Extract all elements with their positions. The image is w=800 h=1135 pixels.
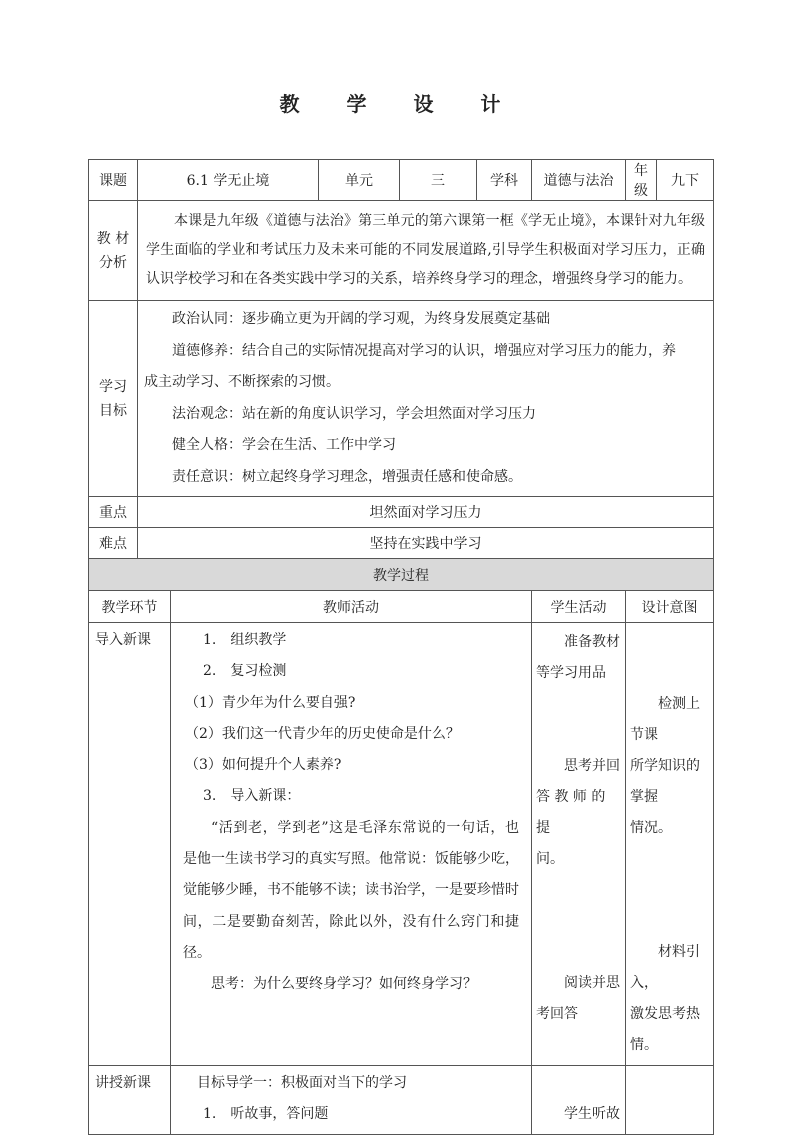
design-intent-intro	[626, 623, 714, 1066]
segment-lecture	[89, 1066, 171, 1135]
goal-political: 政治认同：逐步确立更为开阔的学习观，为终身发展奠定基础	[172, 311, 550, 327]
teacher-question-2: （2）我们这一代青少年的历史使命是什么？	[185, 725, 460, 742]
student-line	[536, 689, 621, 720]
analysis-label-line1: 教 材	[96, 230, 130, 247]
subject-value: 道德与法治	[532, 160, 626, 201]
teacher-step-3: 3. 导入新课：	[203, 788, 301, 805]
process-title-row	[89, 559, 714, 591]
difficulty-label: 难点	[89, 528, 138, 559]
grade-label: 年级	[626, 160, 657, 201]
goal-law: 法治观念：站在新的角度认识学习，学会坦然面对学习压力	[172, 405, 536, 422]
topic-label: 课题	[89, 160, 138, 201]
unit-value: 三	[400, 160, 477, 201]
design-intent-lecture	[626, 1066, 714, 1135]
student-line	[536, 906, 621, 937]
key-point-label: 重点	[89, 497, 138, 528]
teacher-activity-intro	[171, 623, 532, 1066]
teacher-question-1: （1）青少年为什么要自强?	[185, 694, 356, 711]
goal-moral-cont: 成主动学习、不断探索的习惯。	[144, 374, 340, 390]
goals-label-line1: 学习	[99, 378, 127, 395]
subject-label: 学科	[477, 160, 532, 201]
segment-intro	[89, 623, 171, 1066]
student-line: 思考并回	[564, 758, 620, 774]
col-header-teacher: 教师活动	[171, 591, 532, 623]
grade-value: 九下	[657, 160, 714, 201]
design-line	[630, 844, 709, 875]
student-line: 阅读并思	[564, 975, 620, 991]
student-line	[536, 875, 621, 906]
student-line: 等学习用品	[536, 665, 606, 681]
teacher-lecture-step-1: 1. 听故事，答问题	[203, 1106, 329, 1123]
process-title: 教学过程	[89, 559, 714, 591]
process-header-row	[89, 591, 714, 623]
student-line: 准备教材	[564, 634, 620, 650]
goal-personality: 健全人格：学会在生活、工作中学习	[172, 437, 396, 453]
design-line	[630, 627, 709, 658]
goals-label	[89, 301, 138, 497]
key-point-text: 坦然面对学习压力	[138, 497, 714, 528]
topic-value: 6.1 学无止境	[138, 160, 319, 201]
student-line	[536, 937, 621, 968]
lesson-plan-table	[88, 159, 714, 1135]
teacher-think-question: 思考：为什么要终身学习？如何终身学习？	[211, 976, 477, 993]
teacher-activity-lecture	[171, 1066, 532, 1135]
design-line	[630, 875, 709, 906]
design-line: 所学知识的掌握	[630, 758, 700, 805]
student-line	[536, 1068, 621, 1099]
student-line: 问。	[536, 851, 564, 867]
difficulty-text: 坚持在实践中学习	[138, 528, 714, 559]
student-line: 答 教 师 的 提	[536, 789, 606, 836]
design-line: 激发思考热情。	[630, 1006, 700, 1053]
design-line	[630, 658, 709, 689]
goals-label-line2: 目标	[99, 402, 127, 419]
goals-list	[138, 301, 714, 497]
teacher-goal-1: 目标导学一：积极面对当下的学习	[197, 1075, 407, 1091]
analysis-label-line2: 分析	[99, 254, 127, 271]
segment-lecture-label: 讲授新课	[95, 1075, 151, 1091]
key-point-row	[89, 497, 714, 528]
goal-moral: 道德修养：结合自己的实际情况提高对学习的认识，增强应对学习压力的能力，养	[172, 342, 676, 359]
analysis-row	[89, 201, 714, 301]
student-activity-intro	[532, 623, 626, 1066]
col-header-student: 学生活动	[532, 591, 626, 623]
design-line	[630, 906, 709, 937]
segment-intro-label: 导入新课	[95, 632, 151, 648]
design-line: 检测上节课	[630, 696, 700, 743]
col-header-segment: 教学环节	[89, 591, 171, 623]
analysis-text: 本课是九年级《道德与法治》第三单元的第六课第一框《学无止境》，本课针对九年级学生面临的学业和考试压力及未来可能的不同发展道路,引导学生积极面对学习压力，正确认识学校学习和在各类实践中学习的关系，培养终身学习的理念，增强终身学习的能力。	[138, 201, 714, 301]
student-line: 学生听故	[564, 1106, 620, 1122]
teacher-step-1: 1. 组织教学	[203, 632, 287, 648]
analysis-label	[89, 201, 138, 301]
unit-label: 单元	[319, 160, 400, 201]
design-line: 材料引入，	[630, 944, 700, 991]
teacher-quote-paragraph: “活到老，学到老”这是毛泽东常说的一句话，也是他一生读书学习的真实写照。他常说：饭能够少吃，觉能够少睡，书不能够不读；读书治学，一是要珍惜时间，二是要勤奋刻苦，除此以外，没有什么窍门和捷径。	[183, 819, 519, 961]
teacher-question-3: （3）如何提升个人素养?	[185, 757, 342, 774]
student-activity-lecture	[532, 1066, 626, 1135]
design-line: 情况。	[630, 820, 672, 836]
col-header-design: 设计意图	[626, 591, 714, 623]
teacher-step-2: 2. 复习检测	[203, 663, 287, 680]
header-row	[89, 160, 714, 201]
process-row-intro	[89, 623, 714, 1066]
process-row-lecture	[89, 1066, 714, 1135]
student-line	[536, 720, 621, 751]
difficulty-row	[89, 528, 714, 559]
student-line: 考回答	[536, 1006, 578, 1022]
goals-row	[89, 301, 714, 497]
goal-responsibility: 责任意识：树立起终身学习理念，增强责任感和使命感。	[172, 468, 522, 485]
page-title: 教 学 设 计	[279, 92, 521, 116]
